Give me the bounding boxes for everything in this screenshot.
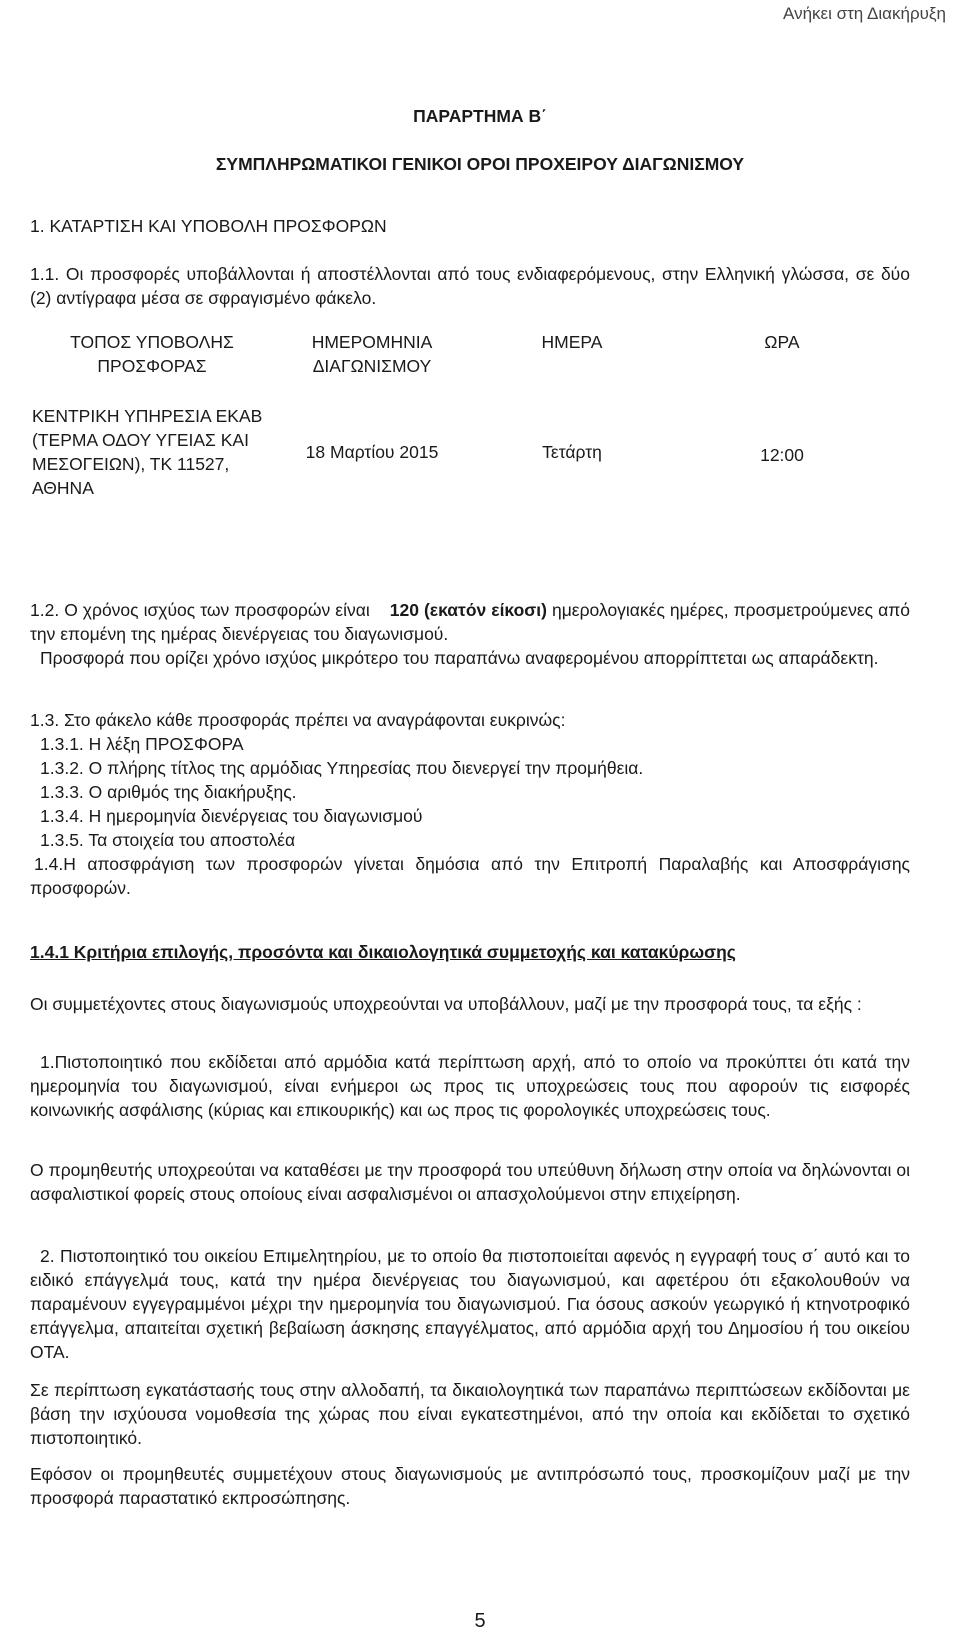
paragraph-1-2-start: 1.2. Ο χρόνος ισχύος των προσφορών είναι <box>30 600 370 620</box>
table-header-time: ΩΡΑ <box>764 332 800 352</box>
paragraph-abroad: Σε περίπτωση εγκατάστασής τους στην αλλοδαπή, τα δικαιολογητικά των παραπάνω περιπτώσεων εκδίδονται με βάση την ισχύουσα νομοθεσία της χώρας που είναι εγκατεστημένοι, από την οποία και εκδίδεται το σχετικό πιστοποιητικό. <box>30 1380 910 1448</box>
paragraph-1-3: 1.3. Στο φάκελο κάθε προσφοράς πρέπει να αναγράφονται ευκρινώς: <box>30 710 566 730</box>
page-number: 5 <box>474 1610 486 1632</box>
annex-title: ΠΑΡΑΡΤΗΜΑ Β΄ <box>413 106 547 126</box>
table-cell-day: Τετάρτη <box>542 442 602 462</box>
paragraph-1-1: 1.1. Οι προσφορές υποβάλλονται ή αποστέλλονται από τους ενδιαφερόμενους, στην Ελληνική γλώσσα, σε δύο (2) αντίγραφα μέσα σε σφραγισμένο φάκελο. <box>30 264 910 308</box>
list-item: 1.3.1. Η λέξη ΠΡΟΣΦΟΡΑ <box>40 734 244 754</box>
table-row <box>32 404 892 500</box>
paragraph-representative: Εφόσον οι προμηθευτές συμμετέχουν στους διαγωνισμούς με αντιπρόσωπό τους, προσκομίζουν μαζί με την προσφορά παραστατικό εκπροσώπησης. <box>30 1464 910 1508</box>
paragraph-1-2-end: ημερολογιακές ημέρες, προσμετρούμενες από την επομένη της ημέρας διενέργειας του διαγωνισμού. <box>30 600 910 644</box>
validity-days: 120 (εκατόν είκοσι) <box>389 600 547 620</box>
paragraph-1-2 <box>30 598 910 646</box>
list-item: 1.3.4. Η ημερομηνία διενέργειας του διαγωνισμού <box>40 806 423 826</box>
table-cell-time: 12:00 <box>760 445 804 465</box>
list-item: 1.3.5. Τα στοιχεία του αποστολέα <box>40 830 296 850</box>
paragraph-certificate-1: 1.Πιστοποιητικό που εκδίδεται από αρμόδια κατά περίπτωση αρχή, από το οποίο να προκύπτει ότι κατά την ημερομηνία του διαγωνισμού, είναι ενήμεροι ως προς τις υποχρεώσεις τους που αφορούν τις εισφορές κοινωνικής ασφάλισης (κύριας και επικουρικής) και ως προς τις φορολογικές υποχρεώσεις τους. <box>30 1052 910 1120</box>
table-header-place: ΤΟΠΟΣ ΥΠΟΒΟΛΗΣ ΠΡΟΣΦΟΡΑΣ <box>70 332 234 376</box>
table-header-date: ΗΜΕΡΟΜΗΝΙΑ ΔΙΑΓΩΝΙΣΜΟΥ <box>311 332 433 376</box>
paragraph-certificate-2: 2. Πιστοποιητικό του οικείου Επιμελητηρίου, με το οποίο θα πιστοποιείται αφενός η εγγραφή τους σ΄ αυτό και το ειδικό επάγγελμά τους, κατά την ημέρα διενέργειας του διαγωνισμού, και αφετέρου ότι εξακολουθούν να παραμένουν εγγεγραμμένοι μέχρι την ημερομηνία του διαγωνισμού. Για όσους ασκούν γεωργικό ή κτηνοτροφικό επάγγελμα, απαιτείται σχετική βεβαίωση άσκησης επαγγέλματος, από αρμόδια αρχή του Δημοσίου ή του οικείου ΟΤΑ. <box>30 1246 910 1362</box>
heading-1-4-1: 1.4.1 Κριτήρια επιλογής, προσόντα και δικαιολογητικά συμμετοχής και κατακύρωσης <box>30 942 736 962</box>
paragraph-intro: Οι συμμετέχοντες στους διαγωνισμούς υποχρεούνται να υποβάλλουν, μαζί με την προσφορά τους, τα εξής : <box>30 994 862 1014</box>
paragraph-1-2-rejection: Προσφορά που ορίζει χρόνο ισχύος μικρότερο του παραπάνω αναφερομένου απορρίπτεται ως απαράδεκτη. <box>40 648 879 668</box>
list-item: 1.3.3. Ο αριθμός της διακήρυξης. <box>40 782 297 802</box>
list-item: 1.3.2. Ο πλήρης τίτλος της αρμόδιας Υπηρεσίας που διενεργεί την προμήθεια. <box>40 758 644 778</box>
table-header-day: ΗΜΕΡΑ <box>541 332 603 352</box>
table-header-row <box>32 330 892 378</box>
table-cell-place: ΚΕΝΤΡΙΚΗ ΥΠΗΡΕΣΙΑ ΕΚΑΒ (ΤΕΡΜΑ ΟΔΟΥ ΥΓΕΙΑΣ ΚΑΙ ΜΕΣΟΓΕΙΩΝ), ΤΚ 11527, ΑΘΗΝΑ <box>32 406 263 498</box>
table-cell-date: 18 Μαρτίου 2015 <box>305 442 439 462</box>
submission-table <box>32 330 892 500</box>
section-1-title: 1. ΚΑΤΑΡΤΙΣΗ ΚΑΙ ΥΠΟΒΟΛΗ ΠΡΟΣΦΟΡΩΝ <box>30 216 387 236</box>
paragraph-declaration: Ο προμηθευτής υποχρεούται να καταθέσει με την προσφορά του υπεύθυνη δήλωση στην οποία να δηλώνονται οι ασφαλιστικοί φορείς στους οποίους είναι ασφαλισμένοι οι απασχολούμενοι στην επιχείρηση. <box>30 1160 910 1204</box>
main-title: ΣΥΜΠΛΗΡΩΜΑΤΙΚΟΙ ΓΕΝΙΚΟΙ ΟΡΟΙ ΠΡΟΧΕΙΡΟΥ ΔΙΑΓΩΝΙΣΜΟΥ <box>215 154 745 174</box>
paragraph-1-4: 1.4.Η αποσφράγιση των προσφορών γίνεται δημόσια από την Επιτροπή Παραλαβής και Αποσφράγισης προσφορών. <box>30 854 910 898</box>
header-note: Ανήκει στη Διακήρυξη <box>783 4 946 23</box>
